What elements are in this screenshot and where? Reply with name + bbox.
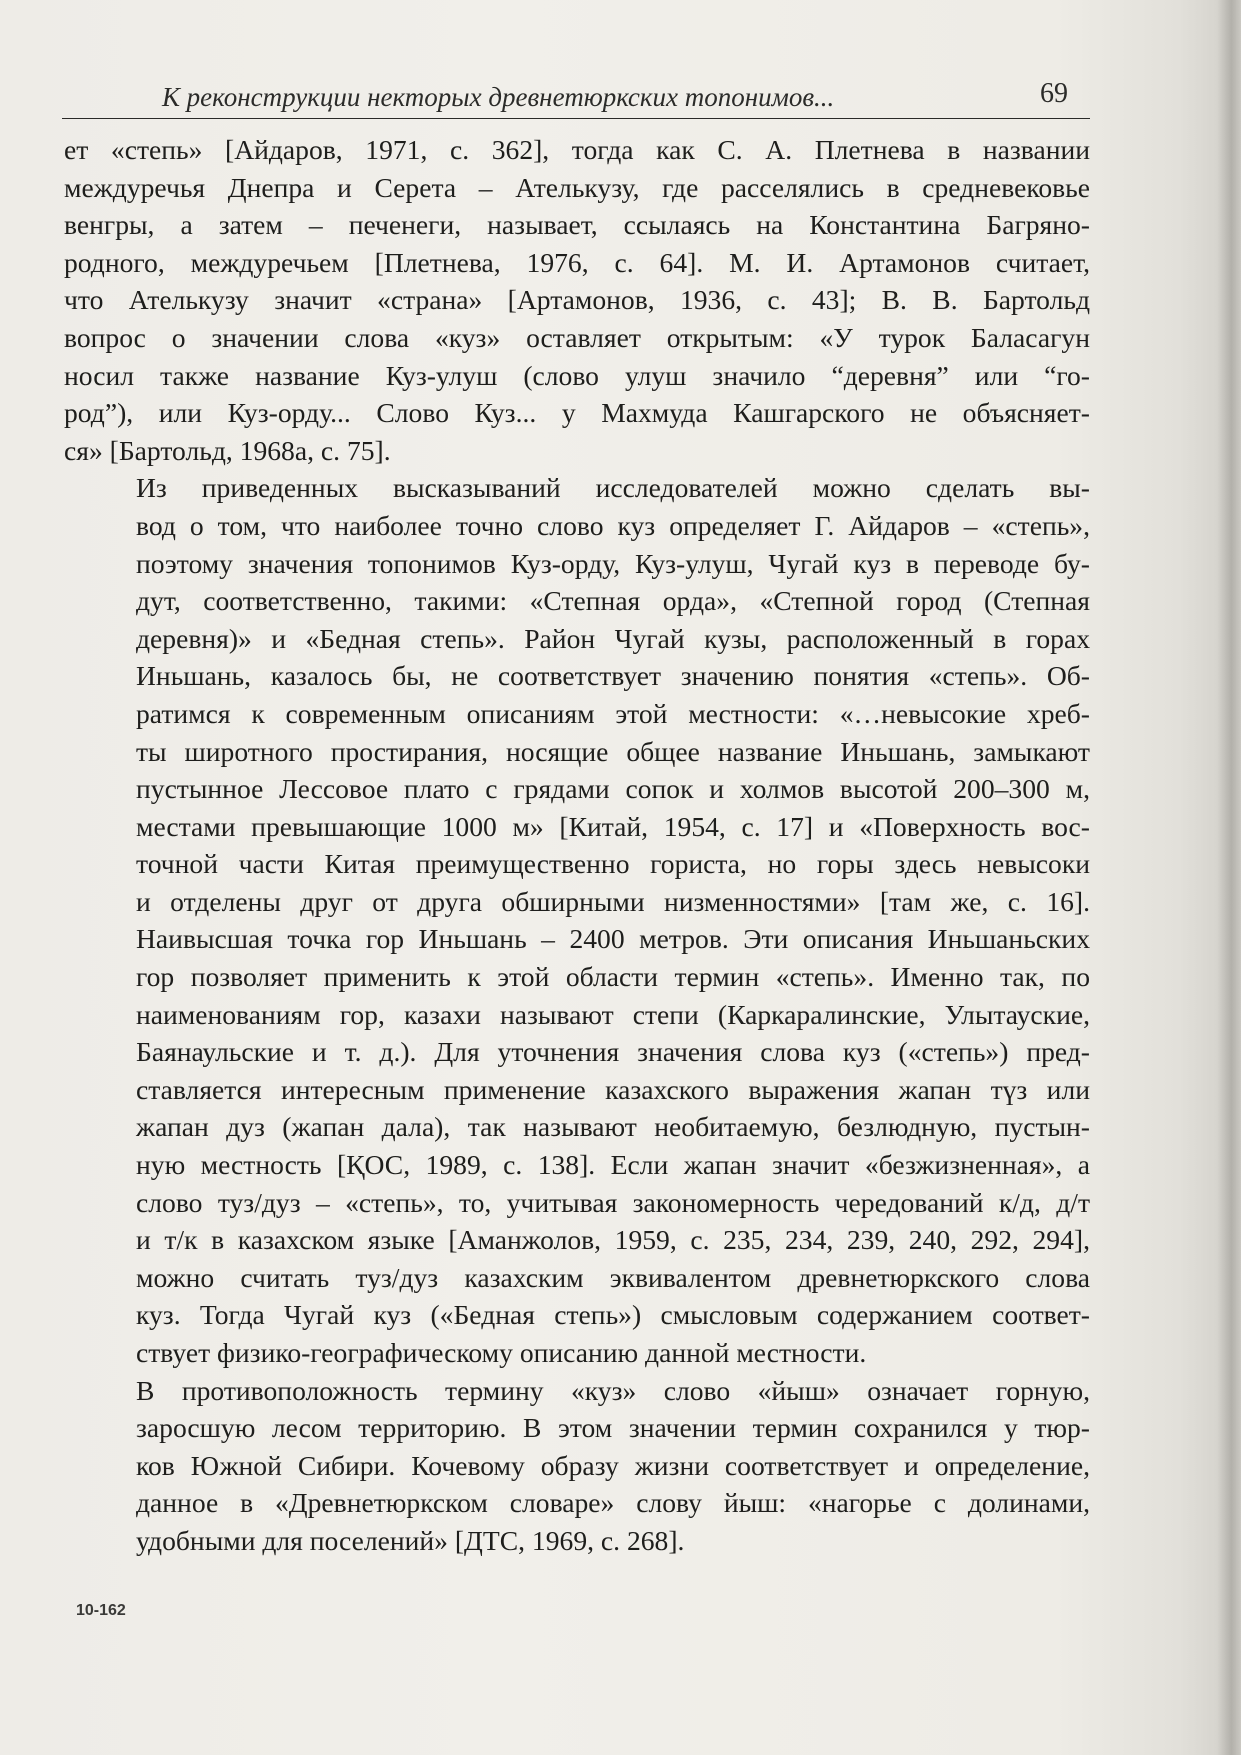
text-line: ствует физико-географическому описанию данной местности.	[136, 1337, 867, 1368]
text-line: Наивысшая точка гор Иньшань – 2400 метров. Эти описания Иньшаньских	[136, 923, 1090, 955]
text-line: слово туз/дуз – «степь», то, учитывая закономерность чередований к/д, д/т	[136, 1186, 1090, 1218]
text-line: жапан дуз (жапан дала), так называют необитаемую, безлюдную, пустын-	[136, 1111, 1090, 1143]
text-line: и отделены друг от друга обширными низменностями» [там же, с. 16].	[136, 885, 1090, 917]
text-line: венгры, а затем – печенеги, называет, ссылаясь на Константина Багряно-	[64, 209, 1090, 241]
text-line: В противоположность термину «куз» слово «йыш» означает горную,	[136, 1374, 1090, 1406]
text-line: ную местность [ҚОС, 1989, с. 138]. Если жапан значит «безжизненная», а	[136, 1149, 1090, 1181]
running-header	[62, 78, 1090, 119]
body-text	[64, 131, 1090, 1560]
paragraph-3	[64, 1372, 1090, 1560]
text-line: носил также название Куз-улуш (слово улуш значило “деревня” или “го-	[64, 359, 1090, 391]
text-line: вод о том, что наиболее точно слово куз определяет Г. Айдаров – «степь»,	[136, 509, 1090, 541]
text-line: что Ателькузу значит «страна» [Артамонов, 1936, с. 43]; В. В. Бартольд	[64, 284, 1090, 316]
paragraph-1	[64, 131, 1090, 469]
text-line: родного, междуречьем [Плетнева, 1976, с. 64]. М. И. Артамонов считает,	[64, 246, 1090, 278]
text-line: заросшую лесом территорию. В этом значении термин сохранился у тюр-	[136, 1412, 1090, 1444]
text-line: поэтому значения топонимов Куз-орду, Куз-улуш, Чугай куз в переводе бу-	[136, 547, 1090, 579]
text-line: Из приведенных высказываний исследователей можно сделать вы-	[136, 472, 1090, 504]
text-line: данное в «Древнетюркском словаре» слову йыш: «нагорье с долинами,	[136, 1487, 1090, 1519]
running-title: К реконструкции некторых древнетюркских топонимов...	[162, 82, 835, 112]
text-line: дут, соответственно, такими: «Степная орда», «Степной город (Степная	[136, 585, 1090, 617]
text-line: ся» [Бартольд, 1968а, с. 75].	[64, 434, 391, 466]
book-gutter-shadow	[1217, 0, 1241, 1755]
text-line: пустынное Лессовое плато с грядами сопок и холмов высотой 200–300 м,	[136, 773, 1090, 805]
text-line: и т/к в казахском языке [Аманжолов, 1959, с. 235, 234, 239, 240, 292, 294],	[136, 1224, 1090, 1256]
text-line: точной части Китая преимущественно гориста, но горы здесь невысоки	[136, 848, 1090, 880]
text-line: гор позволяет применить к этой области термин «степь». Именно так, по	[136, 961, 1090, 993]
text-line: Баянаульские и т. д.). Для уточнения значения слова куз («степь») пред-	[136, 1036, 1090, 1068]
text-line: ков Южной Сибири. Кочевому образу жизни соответствует и определение,	[136, 1449, 1090, 1481]
text-line: наименованиям гор, казахи называют степи (Каркаралинские, Улытауские,	[136, 998, 1090, 1030]
text-line: куз. Тогда Чугай куз («Бедная степь») смысловым содержанием соответ-	[136, 1299, 1090, 1331]
text-line: род”), или Куз-орду... Слово Куз... у Махмуда Кашгарского не объясняет-	[64, 397, 1090, 429]
text-line: удобными для поселений» [ДТС, 1969, с. 268].	[136, 1524, 685, 1556]
text-line: местами превышающие 1000 м» [Китай, 1954, с. 17] и «Поверхность вос-	[136, 810, 1090, 842]
page-number: 69	[1040, 78, 1068, 109]
text-line: деревня)» и «Бедная степь». Район Чугай кузы, расположенный в горах	[136, 622, 1090, 654]
text-line: вопрос о значении слова «куз» оставляет открытым: «У турок Баласагун	[64, 321, 1090, 353]
text-line: ет «степь» [Айдаров, 1971, с. 362], тогда как С. А. Плетнева в названии	[64, 134, 1090, 165]
text-line: Иньшань, казалось бы, не соответствует значению понятия «степь». Об-	[136, 660, 1090, 692]
text-line: можно считать туз/дуз казахским эквивалентом древнетюркского слова	[136, 1261, 1090, 1293]
text-line: ты широтного простирания, носящие общее название Иньшань, замыкают	[136, 735, 1090, 767]
text-line: междуречья Днепра и Серета – Ателькузу, где расселялись в средневековье	[64, 171, 1090, 203]
text-line: ставляется интересным применение казахского выражения жапан түз или	[136, 1073, 1090, 1105]
text-line: ратимся к современным описаниям этой местности: «…невысокие хреб-	[136, 697, 1090, 729]
paragraph-2	[64, 469, 1090, 1371]
signature-code: 10-162	[76, 1602, 126, 1619]
